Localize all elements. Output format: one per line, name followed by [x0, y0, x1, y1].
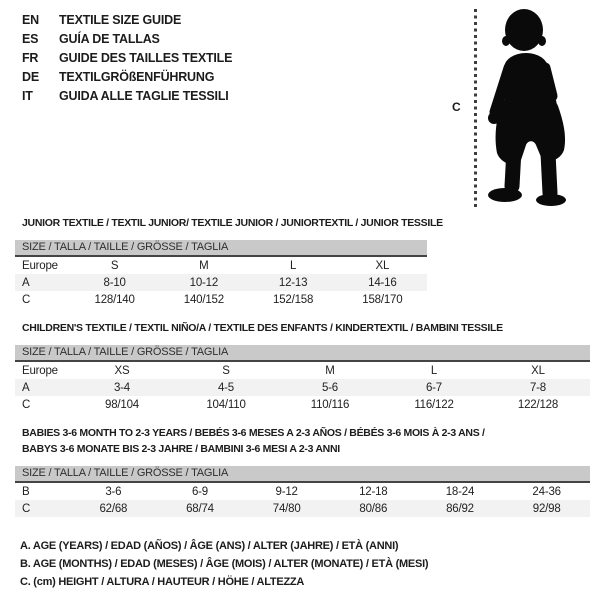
size-cell: 92/98 [532, 502, 561, 515]
size-cell: 98/104 [105, 398, 139, 411]
size-cell: 158/170 [362, 293, 403, 306]
language-title: GUIDE DES TAILLES TEXTILE [59, 51, 233, 65]
size-cell: 140/152 [183, 293, 224, 306]
note-line: A. AGE (YEARS) / EDAD (AÑOS) / ÂGE (ANS) / ALTER (JAHRE) / ETÀ (ANNI) [20, 540, 399, 552]
note-line: C. (cm) HEIGHT / ALTURA / HAUTEUR / HÖHE / ALTEZZA [20, 576, 305, 588]
language-title: TEXTILE SIZE GUIDE [59, 13, 182, 27]
size-cell: 12-13 [278, 276, 308, 289]
size-cell: 62/68 [99, 502, 128, 515]
size-cell: XL [531, 364, 545, 377]
section-title-line: BABYS 3-6 MONATE BIS 2-3 JAHRE / BAMBINI 3-6 MESI A 2-3 ANNI [22, 443, 340, 455]
language-code: FR [22, 51, 39, 65]
size-cell: M [199, 259, 209, 272]
language-row [22, 68, 232, 87]
size-header-band: SIZE / TALLA / TAILLE / GRÖSSE / TAGLIA [15, 240, 427, 257]
size-header-band: SIZE / TALLA / TAILLE / GRÖSSE / TAGLIA [15, 345, 590, 362]
language-code: DE [22, 70, 39, 84]
section-title-line: BABIES 3-6 MONTH TO 2-3 YEARS / BEBÉS 3-6 MESES A 2-3 AÑOS / BÉBÉS 3-6 MOIS À 2-3 ANS / [22, 427, 485, 439]
table-row [15, 379, 590, 396]
language-code: ES [22, 32, 39, 46]
size-cell: 6-7 [425, 381, 443, 394]
table-row [15, 291, 427, 308]
row-label-cell: B [22, 485, 30, 498]
language-code: IT [22, 89, 33, 103]
size-cell: M [325, 364, 335, 377]
language-row [22, 49, 232, 68]
table-row [15, 500, 590, 517]
height-measure-line [474, 9, 477, 207]
size-cell: XS [114, 364, 130, 377]
section-title [22, 320, 590, 336]
size-cell: 110/116 [310, 398, 350, 411]
size-cell: 3-4 [113, 381, 131, 394]
size-cell: 8-10 [103, 276, 126, 289]
table-row [15, 257, 427, 274]
section-title [22, 215, 443, 231]
size-cell: 24-36 [532, 485, 561, 498]
note-line: B. AGE (MONTHS) / EDAD (MESES) / ÂGE (MOIS) / ALTER (MONATE) / ETÀ (MESI) [20, 558, 429, 570]
row-label-cell: A [22, 276, 30, 289]
footnotes [20, 537, 428, 591]
size-cell: 3-6 [105, 485, 122, 498]
size-cell: 9-12 [275, 485, 298, 498]
size-cell: 7-8 [529, 381, 547, 394]
section-title-line: JUNIOR TEXTILE / TEXTIL JUNIOR/ TEXTILE JUNIOR / JUNIORTEXTIL / JUNIOR TESSILE [22, 217, 443, 229]
size-cell: 116/122 [414, 398, 454, 411]
table-row [15, 274, 427, 291]
size-table [15, 257, 427, 308]
language-row [22, 30, 232, 49]
size-cell: 80/86 [359, 502, 388, 515]
size-cell: 128/140 [94, 293, 135, 306]
row-label-cell: C [22, 293, 31, 306]
language-title-list [22, 11, 232, 106]
size-cell: 10-12 [189, 276, 219, 289]
size-cell: L [430, 364, 438, 377]
size-header-band: SIZE / TALLA / TAILLE / GRÖSSE / TAGLIA [15, 466, 590, 483]
size-cell: 4-5 [217, 381, 235, 394]
language-title: GUIDA ALLE TAGLIE TESSILI [59, 89, 229, 103]
size-cell: 18-24 [445, 485, 475, 498]
row-label-cell: C [22, 502, 31, 515]
size-cell: 12-18 [359, 485, 388, 498]
row-label-cell: C [22, 398, 31, 411]
size-cell: S [222, 364, 230, 377]
size-cell: 68/74 [186, 502, 214, 515]
section-title-line: CHILDREN'S TEXTILE / TEXTIL NIÑO/A / TEXTILE DES ENFANTS / KINDERTEXTIL / BAMBINI TESSILE [22, 322, 503, 334]
table-row [15, 362, 590, 379]
size-table [15, 483, 590, 517]
babies-textile-section [15, 425, 590, 517]
size-cell: 6-9 [191, 485, 208, 498]
size-cell: 74/80 [272, 502, 301, 515]
childrens-textile-section [15, 320, 590, 413]
table-row [15, 396, 590, 413]
size-cell: 152/158 [273, 293, 314, 306]
junior-textile-section [15, 215, 443, 308]
size-cell: XL [375, 259, 390, 272]
baby-silhouette-icon [484, 8, 580, 206]
size-cell: S [110, 259, 119, 272]
size-cell: 86/92 [446, 502, 474, 515]
size-cell: 122/128 [517, 398, 559, 411]
row-label-cell: Europe [22, 259, 58, 272]
row-label-cell: Europe [22, 364, 58, 377]
size-cell: L [290, 259, 297, 272]
height-label: C [452, 100, 461, 114]
size-table [15, 362, 590, 413]
language-title: GUÍA DE TALLAS [59, 32, 160, 46]
language-code: EN [22, 13, 39, 27]
size-cell: 5-6 [321, 381, 339, 394]
language-row [22, 87, 232, 106]
row-label-cell: A [22, 381, 30, 394]
size-cell: 14-16 [368, 276, 397, 289]
size-cell: 104/110 [206, 398, 246, 411]
table-row [15, 483, 590, 500]
section-title [22, 425, 590, 457]
language-title: TEXTILGRÖßENFÜHRUNG [59, 70, 215, 84]
language-row [22, 11, 232, 30]
